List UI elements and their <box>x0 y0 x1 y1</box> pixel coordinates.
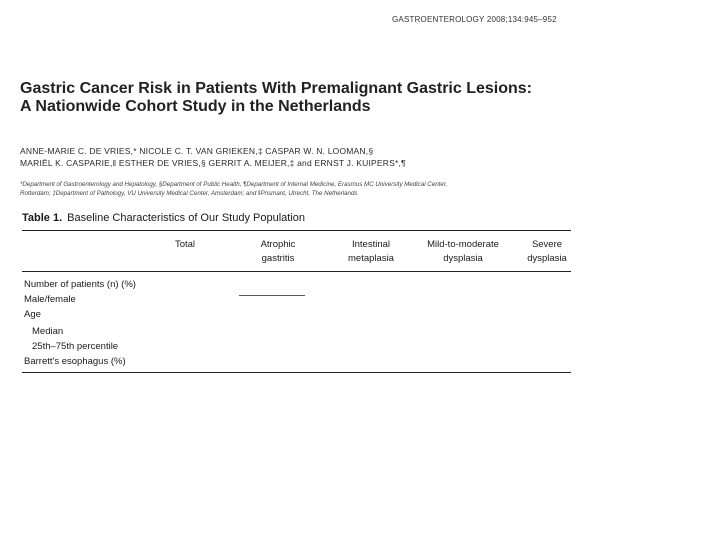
affiliations <box>20 180 447 198</box>
column-header-line-1: Mild-to-moderate <box>427 239 499 250</box>
column-header-line-2: Total <box>174 239 196 250</box>
row-label: Male/female <box>24 294 76 305</box>
table-header-rule <box>22 271 571 272</box>
author-list <box>20 145 406 169</box>
journal-reference: GASTROENTEROLOGY 2008;134:945–952 <box>392 15 557 24</box>
column-header-total <box>140 238 230 252</box>
column-header-intestinal-metaplasia <box>326 238 416 266</box>
column-header-line-1: Severe <box>531 239 563 250</box>
table-bottom-rule <box>22 372 571 373</box>
column-header-mild-moderate-dysplasia <box>418 238 508 266</box>
row-label: Median <box>32 326 64 337</box>
table-top-rule <box>22 230 571 231</box>
column-header-atrophic-gastritis <box>233 238 323 266</box>
column-header-line-2: dysplasia <box>443 253 483 264</box>
column-header-line-2: metaplasia <box>348 253 394 264</box>
column-header-line-2: dysplasia <box>527 253 567 264</box>
column-header-line-2: gastritis <box>261 253 295 264</box>
column-header-line-1: Atrophic <box>260 239 296 250</box>
row-label: 25th–75th percentile <box>32 341 119 352</box>
highlight-underline <box>239 295 305 296</box>
table-caption-text: Baseline Characteristics of Our Study Population <box>67 212 305 224</box>
article-title-line-2: A Nationwide Cohort Study in the Netherlands <box>20 98 371 115</box>
table-caption <box>22 212 305 224</box>
row-label: Age <box>24 309 41 320</box>
author-line-2: MARIËL K. CASPARIE,‖ ESTHER DE VRIES,§ GERRIT A. MEIJER,‡ and ERNST J. KUIPERS*,¶ <box>20 158 406 168</box>
table-caption-label: Table 1. <box>22 212 63 224</box>
article-title <box>20 80 680 116</box>
column-header-severe-dysplasia <box>502 238 592 266</box>
article-title-line-1: Gastric Cancer Risk in Patients With Premalignant Gastric Lesions: <box>20 80 533 97</box>
column-header-line-1: Intestinal <box>351 239 391 250</box>
row-label: Barrett's esophagus (%) <box>24 356 126 367</box>
row-label: Number of patients (n) (%) <box>24 279 136 290</box>
affiliation-line-2: Rotterdam; ‡Department of Pathology, VU University Medical Center, Amsterdam; and ‖Prismant, Utrecht, The Netherlands <box>20 190 358 197</box>
affiliation-line-1: *Department of Gastroenterology and Hepatology, §Department of Public Health, ¶Department of Internal Medicine, Erasmus MC University Medical Center, <box>20 181 448 188</box>
author-line-1: ANNE-MARIE C. DE VRIES,* NICOLE C. T. VAN GRIEKEN,‡ CASPAR W. N. LOOMAN,§ <box>20 146 374 156</box>
